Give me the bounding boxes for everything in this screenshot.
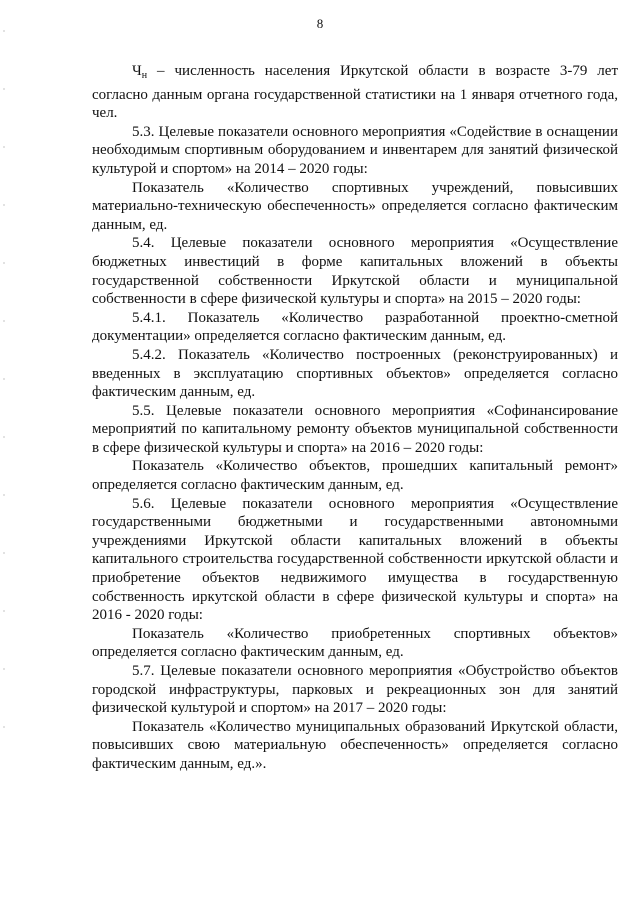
scan-edge-marks bbox=[3, 30, 5, 730]
paragraph-5-7: 5.7. Целевые показатели основного мероприятия «Обустройство объектов городской инфраструктуры, парковых и рекреационных зон для занятий физической культурой и спортом» на 2017 – 2020 годы: bbox=[92, 663, 618, 717]
paragraph-5-4: 5.4. Целевые показатели основного мероприятия «Осуществление бюджетных инвестиций в форме капитальных вложений в объекты государственной собственности Иркутской области и муниципальной собственности в сфере физической культуры и спорта» на 2015 – 2020 годы: bbox=[92, 235, 618, 308]
paragraph-5-4-2: 5.4.2. Показатель «Количество построенных (реконструированных) и введенных в эксплуатацию спортивных объектов» определяется согласно фактическим данным, ед. bbox=[92, 346, 618, 401]
population-symbol-subscript: н bbox=[141, 70, 148, 81]
paragraph-5-6-indicator: Показатель «Количество приобретенных спортивных объектов» определяется согласно фактическим данным, ед. bbox=[92, 625, 618, 661]
paragraph-5-5: 5.5. Целевые показатели основного мероприятия «Софинансирование мероприятий по капитальному ремонту объектов муниципальной собственности в сфере физической культуры и спорта» на 2016 – 2020 годы: bbox=[92, 402, 618, 456]
paragraph-population-definition bbox=[92, 62, 618, 123]
paragraph-5-3: 5.3. Целевые показатели основного мероприятия «Содействие в оснащении необходимым спортивным оборудованием и инвентарем для занятий физической культурой и спортом» на 2014 – 2020 годы: bbox=[92, 123, 618, 177]
paragraph-5-5-indicator: Показатель «Количество объектов, прошедших капитальный ремонт» определяется согласно фактическим данным, ед. bbox=[92, 458, 618, 494]
paragraph-5-4-1: 5.4.1. Показатель «Количество разработанной проектно-сметной документации» определяется согласно фактическим данным, ед. bbox=[92, 309, 618, 345]
population-definition-text: – численность населения Иркутской области в возрасте 3-79 лет согласно данным органа государственной статистики на 1 января отчетного года, чел. bbox=[92, 63, 618, 122]
document-body bbox=[92, 62, 618, 774]
paragraph-5-6: 5.6. Целевые показатели основного мероприятия «Осуществление государственными бюджетными и государственными автономными учреждениями Иркутской области капитальных вложений в объекты капитального строительства государственной собственности иркутской области и приобретение объектов недвижимого имущества в государственную собственность иркутской области в сфере физической культуры и спорта» на 2016 - 2020 годы: bbox=[92, 495, 618, 624]
population-symbol: Ч bbox=[132, 63, 142, 79]
paragraph-5-7-indicator: Показатель «Количество муниципальных образований Иркутской области, повысивших свою материальную обеспеченность» определяется согласно фактическим данным, ед.». bbox=[92, 718, 618, 772]
page-number: 8 bbox=[316, 16, 324, 31]
paragraph-5-3-indicator: Показатель «Количество спортивных учреждений, повысивших материально-техническую обеспеченность» определяется согласно фактическим данным, ед. bbox=[92, 179, 618, 233]
